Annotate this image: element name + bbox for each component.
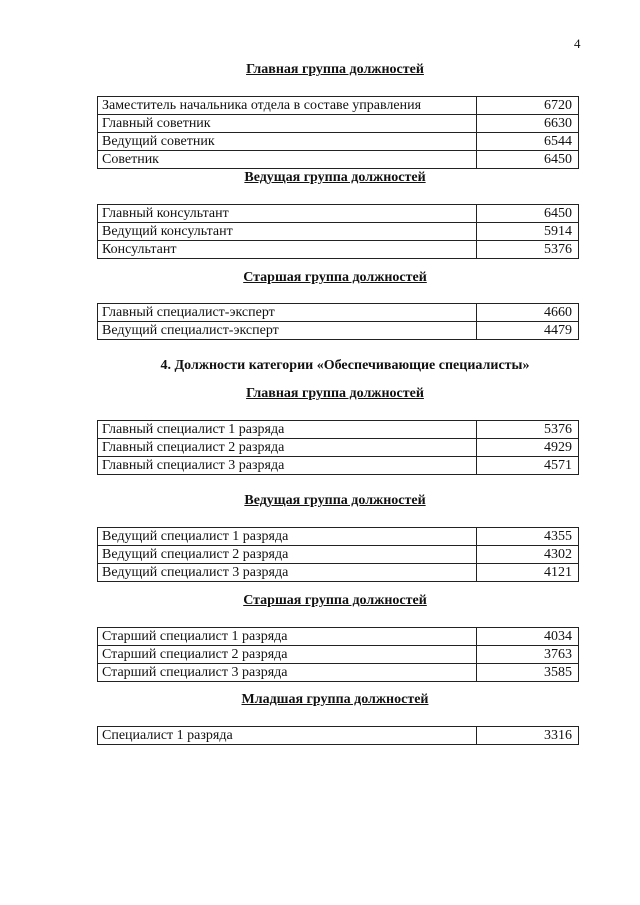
table-row [98,97,579,115]
table-row [98,564,579,582]
position-name: Консультант [98,241,477,259]
group-heading-junior: Младшая группа должностей [241,692,429,707]
table-row [98,304,579,322]
position-value: 4660 [477,304,579,322]
table-row [98,322,579,340]
table-row [98,205,579,223]
position-value: 6450 [477,151,579,169]
table-row [98,528,579,546]
position-value: 6544 [477,133,579,151]
position-name: Советник [98,151,477,169]
position-value: 6630 [477,115,579,133]
position-name: Старший специалист 3 разряда [98,664,477,682]
positions-table-main [97,96,579,169]
position-value: 3763 [477,646,579,664]
position-name: Главный консультант [98,205,477,223]
positions-table-junior [97,726,579,745]
position-value: 4355 [477,528,579,546]
positions-table-leading-2 [97,527,579,582]
table-row [98,241,579,259]
table-row [98,133,579,151]
group-heading-senior-2: Старшая группа должностей [243,593,427,608]
table-row [98,727,579,745]
position-value: 4302 [477,546,579,564]
table-row [98,664,579,682]
position-value: 4479 [477,322,579,340]
table-row [98,223,579,241]
position-name: Ведущий специалист 1 разряда [98,528,477,546]
position-value: 5376 [477,241,579,259]
page-number: 4 [574,36,581,51]
table-row [98,546,579,564]
positions-table-senior [97,303,579,340]
position-value: 4929 [477,439,579,457]
table-row [98,151,579,169]
position-name: Главный советник [98,115,477,133]
positions-table-main-2 [97,420,579,475]
position-value: 4571 [477,457,579,475]
position-name: Старший специалист 1 разряда [98,628,477,646]
position-value: 6720 [477,97,579,115]
table-row [98,115,579,133]
section-title-support-specialists: 4. Должности категории «Обеспечивающие специалисты» [160,358,530,373]
position-value: 4121 [477,564,579,582]
position-name: Старший специалист 2 разряда [98,646,477,664]
table-row [98,628,579,646]
group-heading-main-2: Главная группа должностей [246,386,424,401]
position-name: Главный специалист 3 разряда [98,457,477,475]
position-name: Главный специалист-эксперт [98,304,477,322]
group-heading-senior: Старшая группа должностей [243,270,427,285]
position-name: Главный специалист 1 разряда [98,421,477,439]
group-heading-leading-2: Ведущая группа должностей [244,493,426,508]
position-value: 3585 [477,664,579,682]
position-value: 5914 [477,223,579,241]
position-value: 6450 [477,205,579,223]
position-value: 4034 [477,628,579,646]
group-heading-leading: Ведущая группа должностей [244,170,426,185]
position-value: 3316 [477,727,579,745]
table-row [98,439,579,457]
position-name: Главный специалист 2 разряда [98,439,477,457]
table-row [98,457,579,475]
position-name: Ведущий консультант [98,223,477,241]
group-heading-main: Главная группа должностей [246,62,424,77]
positions-table-leading [97,204,579,259]
position-name: Ведущий специалист 2 разряда [98,546,477,564]
table-row [98,646,579,664]
position-name: Заместитель начальника отдела в составе управления [98,97,477,115]
table-row [98,421,579,439]
positions-table-senior-2 [97,627,579,682]
position-name: Ведущий советник [98,133,477,151]
position-name: Специалист 1 разряда [98,727,477,745]
position-value: 5376 [477,421,579,439]
position-name: Ведущий специалист 3 разряда [98,564,477,582]
position-name: Ведущий специалист-эксперт [98,322,477,340]
